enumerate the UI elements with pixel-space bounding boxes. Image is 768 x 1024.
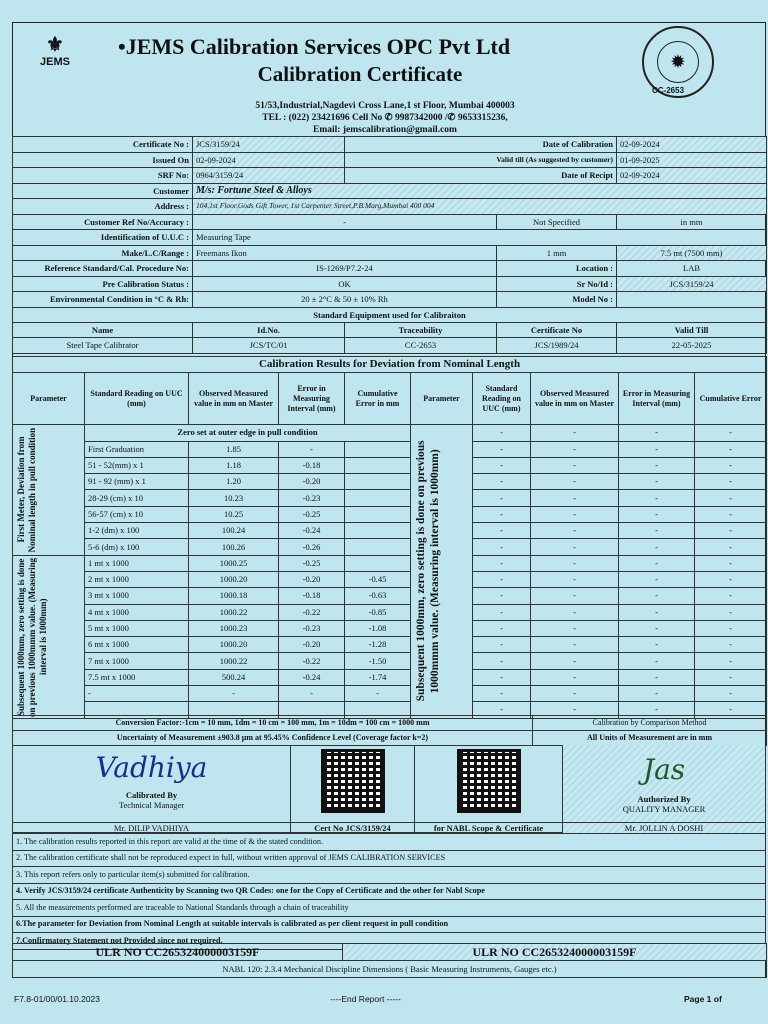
right-cell: - bbox=[531, 588, 619, 604]
right-cell: - bbox=[531, 620, 619, 636]
right-cell: - bbox=[695, 702, 767, 718]
result-cell: -0.23 bbox=[279, 490, 345, 506]
right-cell: - bbox=[473, 637, 531, 653]
result-cell: 100.24 bbox=[189, 523, 279, 539]
company-name: •JEMS Calibration Services OPC Pvt Ltd bbox=[118, 34, 511, 59]
result-cell: -0.20 bbox=[279, 474, 345, 490]
result-cell bbox=[345, 441, 411, 457]
right-cell: - bbox=[695, 686, 767, 702]
right-cell: - bbox=[531, 637, 619, 653]
technical-manager-block: Vadhiya Calibrated By Technical Manager Mr. DILIP VADHIYA bbox=[13, 745, 291, 833]
result-cell: -0.63 bbox=[345, 588, 411, 604]
logo-emblem-icon: ⚜ bbox=[46, 34, 64, 56]
nabl-scope-qr-icon[interactable] bbox=[457, 749, 521, 813]
table-row bbox=[13, 686, 767, 702]
result-cell: -0.22 bbox=[279, 653, 345, 669]
right-cell: - bbox=[695, 653, 767, 669]
result-cell: 1.20 bbox=[189, 474, 279, 490]
right-cell: - bbox=[619, 506, 695, 522]
right-cell: - bbox=[531, 474, 619, 490]
right-cell: - bbox=[473, 474, 531, 490]
table-row bbox=[13, 555, 767, 571]
result-cell: 1-2 (dm) x 100 bbox=[85, 523, 189, 539]
jems-logo bbox=[26, 34, 84, 76]
result-cell: -1.74 bbox=[345, 669, 411, 685]
results-header-7: Observed Measured value in mm on Master bbox=[531, 373, 619, 425]
right-cell: - bbox=[619, 523, 695, 539]
right-cell: - bbox=[619, 425, 695, 441]
table-row bbox=[13, 604, 767, 620]
result-cell: 1000.22 bbox=[189, 604, 279, 620]
result-cell: -0.22 bbox=[279, 604, 345, 620]
right-cell: - bbox=[531, 702, 619, 718]
results-header-2: Observed Measured value in mm on Master bbox=[189, 373, 279, 425]
right-cell: - bbox=[619, 686, 695, 702]
ulr-table bbox=[12, 943, 767, 978]
right-cell: - bbox=[619, 637, 695, 653]
result-cell: 100.26 bbox=[189, 539, 279, 555]
right-cell: - bbox=[473, 588, 531, 604]
result-cell: - bbox=[189, 686, 279, 702]
result-cell: -1.08 bbox=[345, 620, 411, 636]
right-cell: - bbox=[695, 555, 767, 571]
right-cell: - bbox=[695, 604, 767, 620]
result-cell: 1000.23 bbox=[189, 620, 279, 636]
result-cell: 4 mt x 1000 bbox=[85, 604, 189, 620]
right-cell: - bbox=[695, 474, 767, 490]
note-4: 4. Verify JCS/3159/24 certificate Authenticity by Scanning two QR Codes: one for the Copy of Certificate and the other for Nabl Scope bbox=[13, 883, 766, 900]
right-cell: - bbox=[619, 490, 695, 506]
end-report: ----End Report ----- bbox=[330, 994, 401, 1004]
result-cell: 1000.20 bbox=[189, 571, 279, 587]
result-cell: 10.25 bbox=[189, 506, 279, 522]
result-cell: 500.24 bbox=[189, 669, 279, 685]
result-cell: - bbox=[279, 441, 345, 457]
note-2: 2. The calibration certificate shall not be reproduced expect in full, without written approval of JEMS CALIBRATION SERVICES bbox=[13, 850, 766, 867]
result-cell: First Graduation bbox=[85, 441, 189, 457]
right-cell: - bbox=[473, 523, 531, 539]
table-row bbox=[13, 669, 767, 685]
right-cell: - bbox=[619, 555, 695, 571]
result-cell bbox=[345, 474, 411, 490]
result-cell: 91 - 92 (mm) x 1 bbox=[85, 474, 189, 490]
right-cell: - bbox=[619, 539, 695, 555]
result-cell bbox=[345, 523, 411, 539]
right-cell: - bbox=[473, 571, 531, 587]
group1-label: First Meter, Deviation from Nominal length in pull condition bbox=[16, 427, 37, 553]
results-header-0: Parameter bbox=[13, 373, 85, 425]
right-cell: - bbox=[531, 425, 619, 441]
right-cell: - bbox=[473, 506, 531, 522]
right-cell: - bbox=[473, 620, 531, 636]
right-cell: - bbox=[531, 571, 619, 587]
results-header-3: Error in Measuring Interval (mm) bbox=[279, 373, 345, 425]
right-cell: - bbox=[619, 604, 695, 620]
right-cell: - bbox=[531, 653, 619, 669]
right-cell: - bbox=[619, 588, 695, 604]
result-cell: 7.5 mt x 1000 bbox=[85, 669, 189, 685]
right-cell: - bbox=[619, 571, 695, 587]
result-cell bbox=[345, 555, 411, 571]
table-row bbox=[13, 523, 767, 539]
right-cell: - bbox=[473, 686, 531, 702]
right-cell: - bbox=[473, 457, 531, 473]
right-cell: - bbox=[619, 441, 695, 457]
nabl-star-icon: ✹ bbox=[657, 41, 699, 83]
right-cell: - bbox=[473, 425, 531, 441]
table-row bbox=[13, 506, 767, 522]
signature-section bbox=[12, 745, 766, 833]
right-cell: - bbox=[531, 669, 619, 685]
right-cell: - bbox=[531, 539, 619, 555]
note-1: 1. The calibration results reported in this report are valid at the time of & the stated condition. bbox=[13, 834, 766, 851]
right-cell: - bbox=[695, 669, 767, 685]
results-header-9: Cumulative Error bbox=[695, 373, 767, 425]
result-cell: -0.23 bbox=[279, 620, 345, 636]
note-3: 3. This report refers only to particular item(s) submitted for calibration. bbox=[13, 867, 766, 884]
right-cell: - bbox=[531, 490, 619, 506]
result-cell: - bbox=[345, 686, 411, 702]
form-number: F7.8-01/00/01.10.2023 bbox=[14, 994, 101, 1004]
right-cell: - bbox=[473, 604, 531, 620]
right-cell: - bbox=[619, 702, 695, 718]
right-cell: - bbox=[695, 441, 767, 457]
result-cell: 3 mt x 1000 bbox=[85, 588, 189, 604]
result-cell: - bbox=[279, 686, 345, 702]
result-cell: 5-6 (dm) x 100 bbox=[85, 539, 189, 555]
table-row bbox=[13, 490, 767, 506]
results-header-1: Standard Reading on UUC (mm) bbox=[85, 373, 189, 425]
note-5: 5. All the measurements performed are traceable to National Standards through a chain of traceability bbox=[13, 900, 766, 917]
result-cell bbox=[345, 490, 411, 506]
zero-note: Zero set at outer edge in pull condition bbox=[85, 425, 411, 441]
note-6: 6.The parameter for Deviation from Nominal Length at suitable intervals is calibrated as per client request in pull condition bbox=[13, 916, 766, 933]
result-cell: 1.18 bbox=[189, 457, 279, 473]
right-cell: - bbox=[473, 555, 531, 571]
result-cell: 1 mt x 1000 bbox=[85, 555, 189, 571]
right-cell: - bbox=[695, 506, 767, 522]
results-header-5: Parameter bbox=[411, 373, 473, 425]
results-header-4: Cumulative Error in mm bbox=[345, 373, 411, 425]
results-header-6: Standard Reading on UUC (mm) bbox=[473, 373, 531, 425]
right-cell: - bbox=[473, 653, 531, 669]
conversion-table: Conversion Factor:-1cm = 10 mm, 1dm = 10 cm = 100 mm, 1m = 10dm = 100 cm = 1000 mm Calibration by Comparison Method Uncertainty of Measurement ±903.8 µm at 95.45% Confidence Level (Coverage factor k=2) All Units of Measurement are in mm bbox=[12, 715, 767, 746]
result-cell: 5 mt x 1000 bbox=[85, 620, 189, 636]
right-cell: - bbox=[531, 457, 619, 473]
result-cell: -0.45 bbox=[345, 571, 411, 587]
right-cell: - bbox=[473, 539, 531, 555]
result-cell: 51 - 52(mm) x 1 bbox=[85, 457, 189, 473]
right-cell: - bbox=[473, 702, 531, 718]
result-cell: -0.20 bbox=[279, 571, 345, 587]
table-row bbox=[13, 571, 767, 587]
right-cell: - bbox=[695, 425, 767, 441]
table-row bbox=[13, 457, 767, 473]
result-cell: 28-29 (cm) x 10 bbox=[85, 490, 189, 506]
right-group-label: Subsequent 1000mm, zero setting is done on previous 1000mmm value. (Measuring interval is 1000mm) bbox=[415, 441, 441, 702]
right-cell: - bbox=[619, 620, 695, 636]
result-cell: 56-57 (cm) x 10 bbox=[85, 506, 189, 522]
result-cell: -0.85 bbox=[345, 604, 411, 620]
table-row bbox=[13, 441, 767, 457]
tech-signature: Vadhiya bbox=[95, 751, 208, 784]
result-cell: -0.18 bbox=[279, 588, 345, 604]
result-cell: -0.26 bbox=[279, 539, 345, 555]
nabl-code: CC-2653 bbox=[652, 86, 685, 95]
right-cell: - bbox=[531, 506, 619, 522]
result-cell: -1.28 bbox=[345, 637, 411, 653]
nabl-scope-line: NABL 120: 2.3.4 Mechanical Discipline Dimensions ( Basic Measuring Instruments, Gauges etc.) bbox=[13, 961, 767, 978]
result-cell: 1000.22 bbox=[189, 653, 279, 669]
notes-table bbox=[12, 833, 766, 950]
result-cell: 6 mt x 1000 bbox=[85, 637, 189, 653]
result-cell: -0.18 bbox=[279, 457, 345, 473]
result-cell: -0.20 bbox=[279, 637, 345, 653]
table-row bbox=[13, 620, 767, 636]
results-title: Calibration Results for Deviation from Nominal Length bbox=[13, 357, 767, 373]
right-cell: - bbox=[695, 539, 767, 555]
result-cell: 7 mt x 1000 bbox=[85, 653, 189, 669]
logo-text: JEMS bbox=[40, 56, 70, 68]
result-cell: 1000.18 bbox=[189, 588, 279, 604]
table-row bbox=[13, 474, 767, 490]
result-cell: -0.24 bbox=[279, 669, 345, 685]
result-cell: -0.25 bbox=[279, 555, 345, 571]
right-cell: - bbox=[695, 620, 767, 636]
right-cell: - bbox=[473, 490, 531, 506]
right-cell: - bbox=[531, 604, 619, 620]
result-cell: 1000.25 bbox=[189, 555, 279, 571]
right-cell: - bbox=[695, 523, 767, 539]
table-row bbox=[13, 588, 767, 604]
right-cell: - bbox=[695, 588, 767, 604]
result-cell: 2 mt x 1000 bbox=[85, 571, 189, 587]
result-cell bbox=[345, 457, 411, 473]
company-address: 51/53,Industrial,Nagdevi Cross Lane,1 st Floor, Mumbai 400003 TEL : (022) 23421696 Cell No ✆ 9987342000 /✆ 9653315236, Email: jemscalibration@gmail.com bbox=[255, 101, 515, 135]
right-cell: - bbox=[473, 669, 531, 685]
qm-signature: Jas bbox=[642, 753, 686, 786]
right-cell: - bbox=[695, 490, 767, 506]
result-cell: -0.24 bbox=[279, 523, 345, 539]
calibration-results-table bbox=[12, 356, 767, 719]
page-number: Page 1 of bbox=[684, 994, 722, 1004]
right-cell: - bbox=[531, 441, 619, 457]
right-cell: - bbox=[531, 523, 619, 539]
right-cell: - bbox=[531, 686, 619, 702]
result-cell: -0.25 bbox=[279, 506, 345, 522]
result-cell bbox=[345, 539, 411, 555]
right-cell: - bbox=[619, 669, 695, 685]
note-7: 7.Confirmatory Statement not Provided since not required, bbox=[13, 933, 766, 950]
table-row bbox=[13, 653, 767, 669]
right-cell: - bbox=[695, 457, 767, 473]
right-cell: - bbox=[619, 653, 695, 669]
quality-manager-block: Jas Authorized By QUALITY MANAGER Mr. JOLLIN A DOSHI bbox=[563, 745, 765, 833]
result-cell: 1.85 bbox=[189, 441, 279, 457]
result-cell: - bbox=[85, 686, 189, 702]
table-row bbox=[13, 539, 767, 555]
right-cell: - bbox=[619, 474, 695, 490]
right-cell: - bbox=[473, 441, 531, 457]
certificate-info-table: Certificate No : JCS/3159/24 Date of Calibration 02-09-2024 Issued On 02-09-2024 Valid till (As suggested by customer) 01-09-2025 SRF No: 0964/3159/24 Date of Recipt 02-09-2024 Customer M/s: Fortune Steel & Alloys Address : 104,1st Floor,Gods Gift Tower, 1st Carpenter Street,P.B.Marg,Mumbai 400 004 Customer Ref No/Accuracy : - Not Specified in mm Identification of U.U.C : Measuring Tape Make/L.C/Range : Freemans Ikon 1 mm 7.5 mt (7500 mm) Reference Standard/Cal. Procedure No: IS-1269/P7.2-24 Location : LAB Pre Calibration Status : OK Sr No/Id : JCS/3159/24 Environmental Condition in °C & Rh: 20 ± 2°C & 50 ± 10% Rh Model No : Standard Equipment used for Calibraiton Name Id.No. Traceability Certificate No Valid Till Steel Tape Calibrator JCS/TC/01 CC-2653 JCS/1989/24 22-05-2025 bbox=[12, 136, 767, 354]
ulr-left: ULR NO CC265324000003159F bbox=[13, 944, 343, 961]
group2-label: Subsequent 1000mm, zero setting is done on previous 1000mmm value. (Measuring interval is 1000mm) bbox=[16, 557, 48, 717]
result-cell: -1.50 bbox=[345, 653, 411, 669]
document-title: Calibration Certificate bbox=[257, 62, 463, 86]
table-row bbox=[13, 637, 767, 653]
certificate-qr-icon[interactable] bbox=[321, 749, 385, 813]
result-cell bbox=[345, 506, 411, 522]
right-cell: - bbox=[619, 457, 695, 473]
right-cell: - bbox=[531, 555, 619, 571]
nabl-qr-block: for NABL Scope & Certificate bbox=[415, 745, 563, 833]
result-cell: 10.23 bbox=[189, 490, 279, 506]
results-header-8: Error in Measuring Interval (mm) bbox=[619, 373, 695, 425]
right-cell: - bbox=[695, 571, 767, 587]
right-cell: - bbox=[695, 637, 767, 653]
ulr-right: ULR NO CC265324000003159F bbox=[343, 944, 767, 961]
cert-qr-block: Cert No JCS/3159/24 bbox=[291, 745, 415, 833]
result-cell: 1000.20 bbox=[189, 637, 279, 653]
